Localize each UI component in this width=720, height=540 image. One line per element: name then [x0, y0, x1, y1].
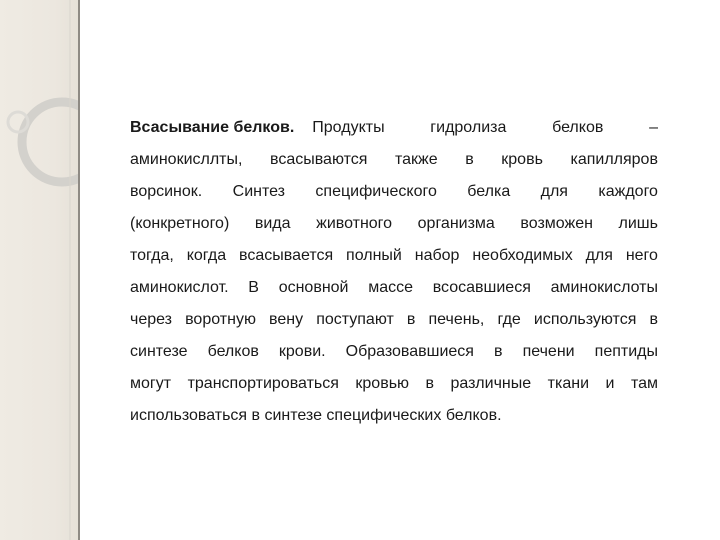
paragraph-line-text: Продукты гидролиза белков –	[312, 119, 658, 136]
paragraph	[130, 112, 658, 432]
paragraph-heading: Всасывание белков.	[130, 119, 295, 136]
paragraph-line-text: аминокислот. В основной массе всосавшиеся аминокислоты	[130, 279, 658, 296]
paragraph-line-text: тогда, когда всасывается полный набор необходимых для него	[130, 247, 658, 264]
paragraph-line	[130, 272, 658, 304]
paragraph-line	[130, 176, 658, 208]
paragraph-line	[130, 144, 658, 176]
paragraph-line	[130, 336, 658, 368]
paragraph-line	[130, 240, 658, 272]
paragraph-line-text: ворсинок. Синтез специфического белка для каждого	[130, 183, 658, 200]
paragraph-line-text: использоваться в синтезе специфических белков.	[130, 407, 502, 424]
paragraph-line	[130, 368, 658, 400]
paragraph-line-text: могут транспортироваться кровью в различные ткани и там	[130, 375, 658, 392]
decorative-rings	[0, 0, 78, 540]
paragraph-line-text: (конкретного) вида животного организма возможен лишь	[130, 215, 658, 232]
paragraph-line	[130, 112, 658, 144]
paragraph-line	[130, 400, 658, 432]
slide-body	[80, 0, 720, 540]
paragraph-line-text: через воротную вену поступают в печень, где используются в	[130, 311, 658, 328]
decorative-side-panel	[0, 0, 78, 540]
paragraph-line-text: аминокисллты, всасываются также в кровь капилляров	[130, 151, 658, 168]
paragraph-line	[130, 208, 658, 240]
paragraph-line-text: синтезе белков крови. Образовавшиеся в печени пептиды	[130, 343, 658, 360]
paragraph-line	[130, 304, 658, 336]
